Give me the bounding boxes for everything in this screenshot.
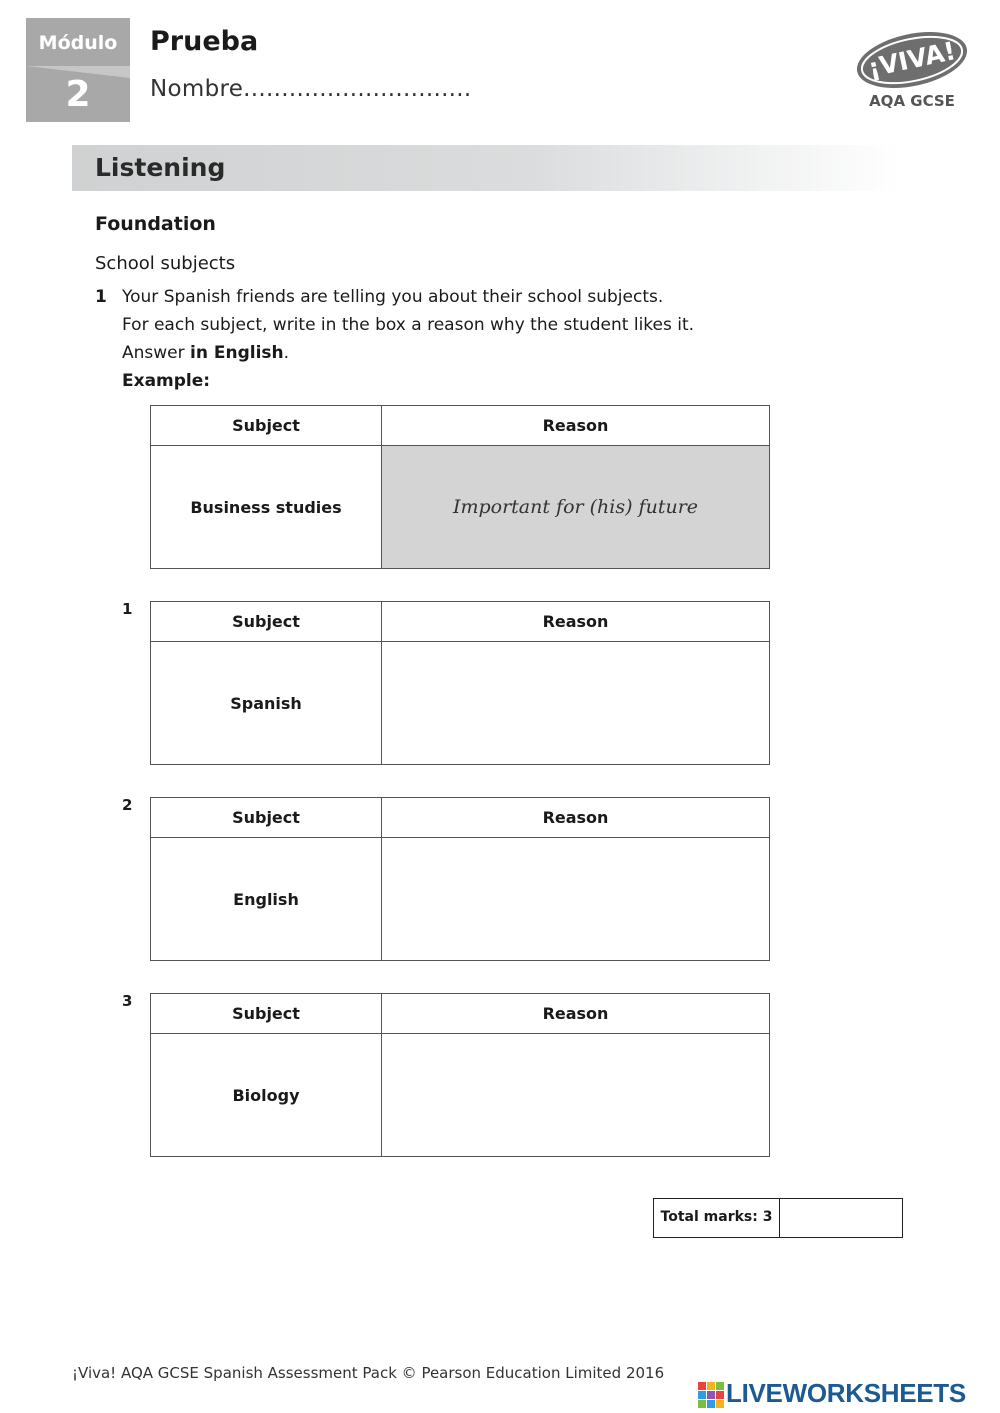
subject-cell: Spanish (151, 642, 382, 764)
answer-table-3 (150, 993, 770, 1157)
total-marks-box (653, 1198, 903, 1238)
module-number: 2 (65, 74, 91, 115)
question-line-3 (122, 343, 289, 363)
liveworksheets-watermark (698, 1376, 998, 1412)
viva-logo (852, 26, 978, 116)
reason-answer-box[interactable] (382, 642, 769, 764)
topic-heading: School subjects (95, 253, 236, 274)
viva-logo-icon (852, 26, 978, 92)
instruction-suffix: . (283, 343, 290, 363)
module-label: Módulo (38, 32, 118, 54)
answer-table-2 (150, 797, 770, 961)
section-title: Listening (95, 153, 226, 182)
reason-cell (382, 446, 769, 568)
table-number: 3 (122, 992, 133, 1010)
subject-cell: Business studies (151, 446, 382, 568)
example-table (150, 405, 770, 569)
subject-cell: Biology (151, 1034, 382, 1156)
instruction-emphasis: in English (190, 343, 284, 363)
instruction-prefix: Answer (122, 343, 191, 363)
question-line-2: For each subject, write in the box a reason why the student likes it. (122, 315, 695, 335)
reason-header: Reason (382, 994, 769, 1034)
logo-subtitle: AQA GCSE (869, 92, 955, 110)
example-answer: Important for (his) future (452, 496, 699, 518)
answer-table-1 (150, 601, 770, 765)
subject-cell: English (151, 838, 382, 960)
total-marks-label: Total marks: 3 (654, 1199, 780, 1237)
subject-header: Subject (151, 602, 382, 642)
subject-header: Subject (151, 994, 382, 1034)
table-number: 1 (122, 600, 133, 618)
watermark-text: LIVEWORKSHEETS (726, 1378, 966, 1408)
section-band (72, 145, 902, 191)
reason-header: Reason (382, 406, 769, 446)
liveworksheets-logo-icon (698, 1382, 724, 1408)
page-title: Prueba (150, 26, 259, 57)
reason-answer-box[interactable] (382, 1034, 769, 1156)
example-label: Example: (122, 371, 211, 391)
level-heading: Foundation (95, 213, 216, 235)
name-field[interactable]: Nombre.............................. (150, 76, 472, 102)
reason-header: Reason (382, 602, 769, 642)
question-number: 1 (95, 287, 107, 307)
subject-header: Subject (151, 406, 382, 446)
svg-text:¡VIVA!: ¡VIVA! (865, 36, 959, 83)
total-marks-input[interactable] (780, 1199, 902, 1237)
reason-answer-box[interactable] (382, 838, 769, 960)
module-badge (26, 18, 130, 122)
question-line-1: Your Spanish friends are telling you about their school subjects. (122, 287, 664, 307)
table-number: 2 (122, 796, 133, 814)
copyright-footer: ¡Viva! AQA GCSE Spanish Assessment Pack © Pearson Education Limited 2016 (72, 1364, 665, 1382)
reason-header: Reason (382, 798, 769, 838)
subject-header: Subject (151, 798, 382, 838)
